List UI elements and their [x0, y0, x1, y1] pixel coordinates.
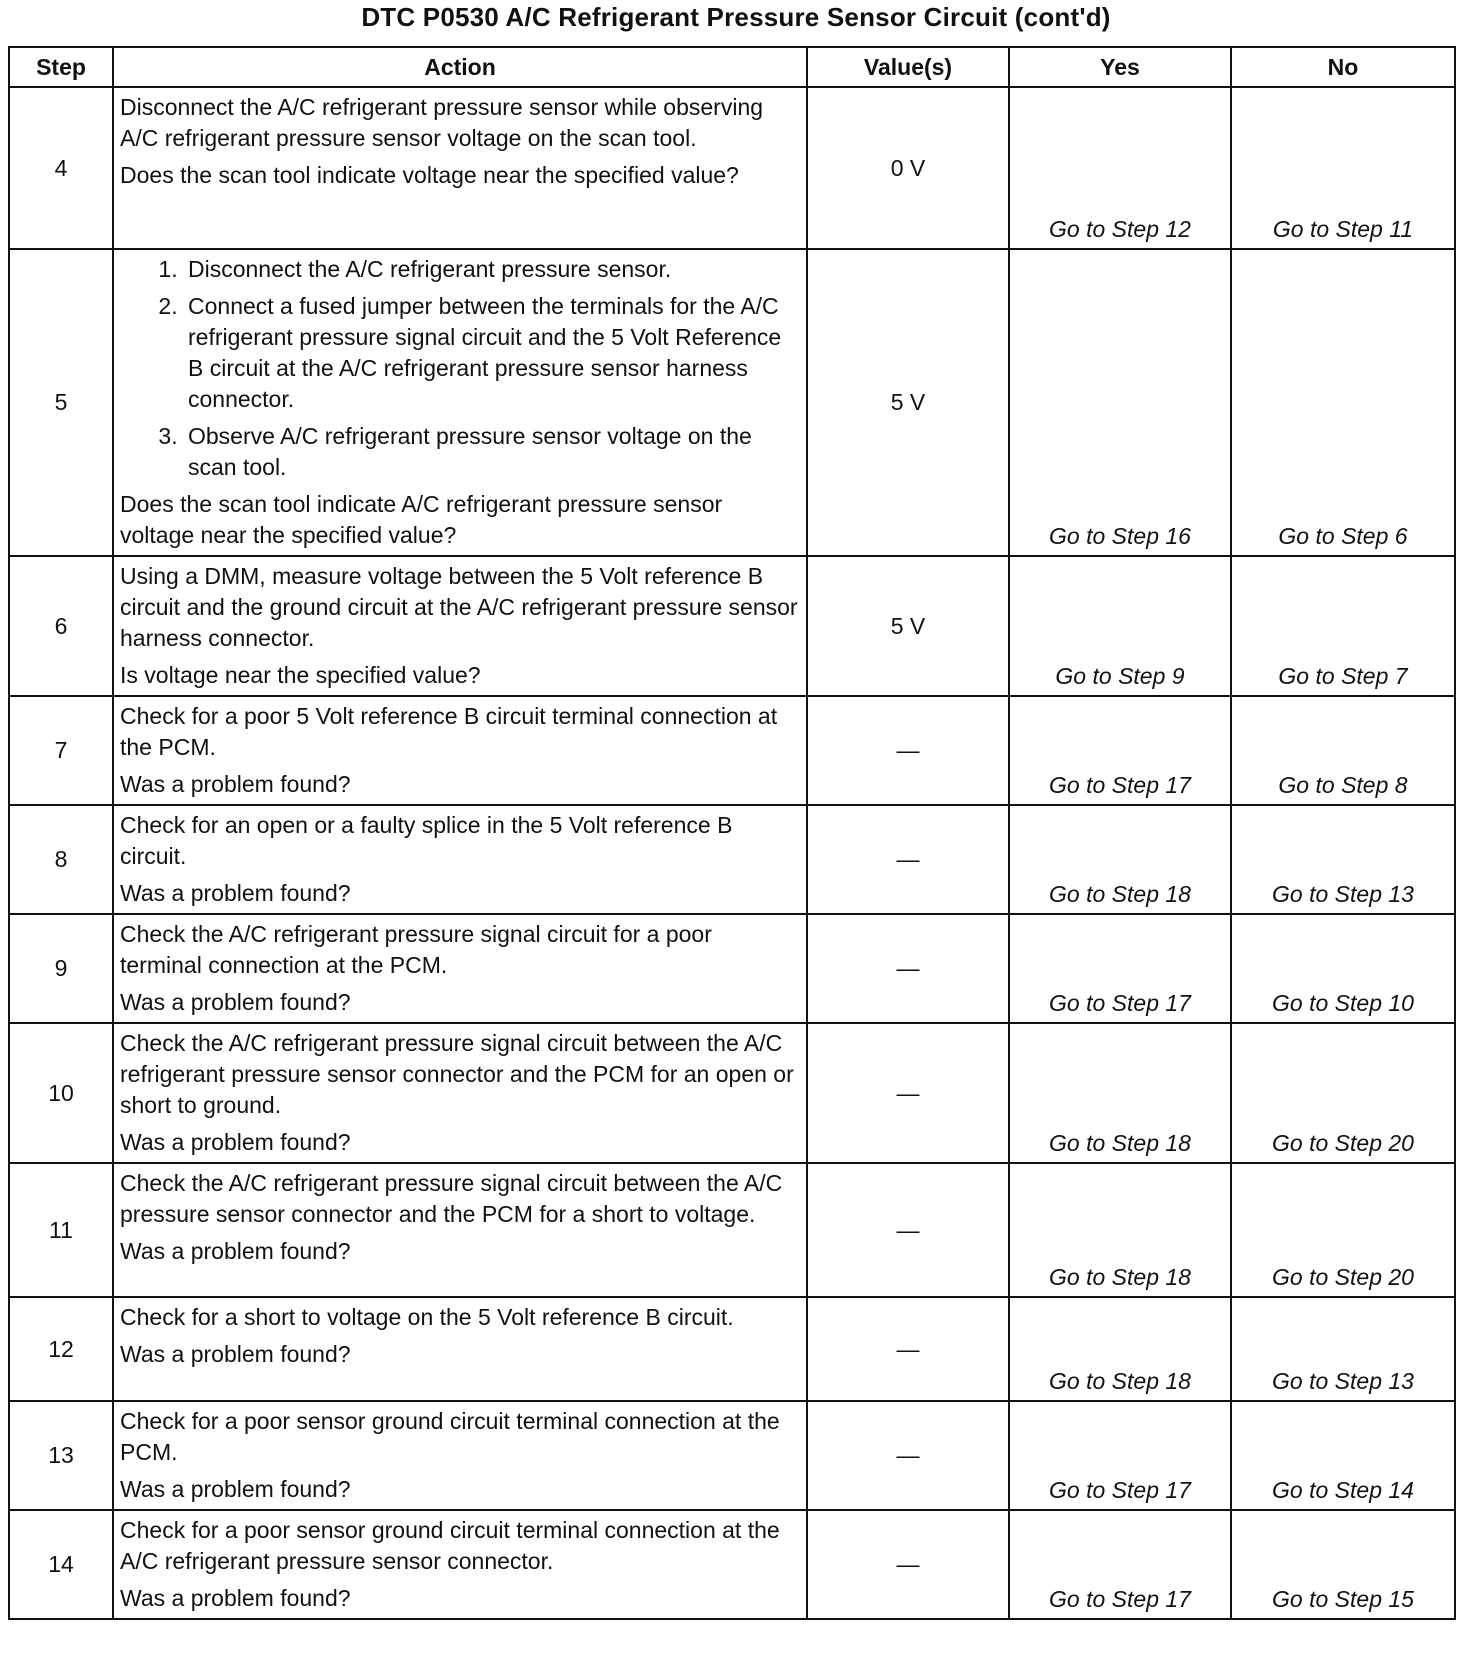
action-cell [113, 249, 807, 556]
action-question: Was a problem found? [120, 989, 351, 1015]
substep-item: 1. Disconnect the A/C refrigerant pressure sensor. [184, 254, 800, 285]
action-text: Using a DMM, measure voltage between the 5 Volt reference B circuit and the ground circuit at the A/C refrigerant pressure sensor harness connector. [120, 563, 798, 651]
step-number: 12 [9, 1297, 113, 1401]
table-row [9, 1023, 1455, 1163]
action-cell [113, 1023, 807, 1163]
value-cell: — [807, 1510, 1009, 1619]
value-cell: — [807, 696, 1009, 805]
action-text: Check the A/C refrigerant pressure signal circuit for a poor terminal connection at the PCM. [120, 921, 712, 978]
no-cell: Go to Step 20 [1231, 1163, 1455, 1297]
no-cell: Go to Step 13 [1231, 805, 1455, 914]
yes-cell: Go to Step 17 [1009, 696, 1231, 805]
action-cell [113, 87, 807, 249]
no-cell: Go to Step 20 [1231, 1023, 1455, 1163]
value-cell: — [807, 1023, 1009, 1163]
step-number: 10 [9, 1023, 113, 1163]
table-row [9, 87, 1455, 249]
header-no: No [1231, 47, 1455, 87]
substep-item: 3. Observe A/C refrigerant pressure sensor voltage on the scan tool. [184, 421, 800, 483]
yes-cell: Go to Step 9 [1009, 556, 1231, 696]
table-header-row [9, 47, 1455, 87]
value-cell: — [807, 914, 1009, 1023]
yes-cell: Go to Step 18 [1009, 1023, 1231, 1163]
yes-cell: Go to Step 17 [1009, 1401, 1231, 1510]
table-row [9, 1163, 1455, 1297]
action-text: Check for a short to voltage on the 5 Volt reference B circuit. [120, 1304, 734, 1330]
yes-cell: Go to Step 18 [1009, 805, 1231, 914]
no-cell: Go to Step 7 [1231, 556, 1455, 696]
step-number: 6 [9, 556, 113, 696]
action-question: Was a problem found? [120, 1341, 351, 1367]
table-row [9, 1510, 1455, 1619]
table-row [9, 1401, 1455, 1510]
step-number: 4 [9, 87, 113, 249]
header-yes: Yes [1009, 47, 1231, 87]
action-text: Check for a poor sensor ground circuit terminal connection at the A/C refrigerant pressure sensor connector. [120, 1517, 780, 1574]
no-cell: Go to Step 8 [1231, 696, 1455, 805]
step-number: 8 [9, 805, 113, 914]
value-cell: 5 V [807, 556, 1009, 696]
step-number: 11 [9, 1163, 113, 1297]
value-cell: 5 V [807, 249, 1009, 556]
table-row [9, 696, 1455, 805]
no-cell: Go to Step 10 [1231, 914, 1455, 1023]
no-cell: Go to Step 6 [1231, 249, 1455, 556]
no-cell: Go to Step 11 [1231, 87, 1455, 249]
action-cell [113, 1297, 807, 1401]
yes-cell: Go to Step 16 [1009, 249, 1231, 556]
yes-cell: Go to Step 17 [1009, 1510, 1231, 1619]
step-number: 7 [9, 696, 113, 805]
action-text: Check for an open or a faulty splice in the 5 Volt reference B circuit. [120, 812, 733, 869]
value-cell: 0 V [807, 87, 1009, 249]
action-cell [113, 1163, 807, 1297]
action-question: Was a problem found? [120, 771, 351, 797]
no-cell: Go to Step 13 [1231, 1297, 1455, 1401]
substep-list [120, 254, 800, 483]
action-cell [113, 1401, 807, 1510]
action-question: Was a problem found? [120, 1585, 351, 1611]
table-row [9, 1297, 1455, 1401]
action-text: Check the A/C refrigerant pressure signal circuit between the A/C pressure sensor connector and the PCM for a short to voltage. [120, 1170, 783, 1227]
action-cell [113, 696, 807, 805]
table-row [9, 914, 1455, 1023]
action-question: Was a problem found? [120, 880, 351, 906]
header-action: Action [113, 47, 807, 87]
yes-cell: Go to Step 18 [1009, 1163, 1231, 1297]
action-question: Does the scan tool indicate A/C refrigerant pressure sensor voltage near the specified value? [120, 491, 723, 548]
yes-cell: Go to Step 18 [1009, 1297, 1231, 1401]
diagnostic-table [8, 46, 1456, 1620]
action-text: Disconnect the A/C refrigerant pressure sensor while observing A/C refrigerant pressure sensor voltage on the scan tool. [120, 94, 764, 151]
action-cell [113, 914, 807, 1023]
action-text: Check the A/C refrigerant pressure signal circuit between the A/C refrigerant pressure sensor connector and the PCM for an open or short to ground. [120, 1030, 794, 1118]
yes-cell: Go to Step 17 [1009, 914, 1231, 1023]
action-question: Was a problem found? [120, 1129, 351, 1155]
no-cell: Go to Step 14 [1231, 1401, 1455, 1510]
header-value: Value(s) [807, 47, 1009, 87]
step-number: 13 [9, 1401, 113, 1510]
action-text: Check for a poor 5 Volt reference B circuit terminal connection at the PCM. [120, 703, 778, 760]
step-number: 9 [9, 914, 113, 1023]
yes-cell: Go to Step 12 [1009, 87, 1231, 249]
action-cell [113, 805, 807, 914]
header-step: Step [9, 47, 113, 87]
action-question: Does the scan tool indicate voltage near the specified value? [120, 162, 739, 188]
no-cell: Go to Step 15 [1231, 1510, 1455, 1619]
value-cell: — [807, 1163, 1009, 1297]
action-cell [113, 1510, 807, 1619]
action-question: Was a problem found? [120, 1476, 351, 1502]
action-question: Was a problem found? [120, 1238, 351, 1264]
value-cell: — [807, 1297, 1009, 1401]
action-cell [113, 556, 807, 696]
substep-item: 2. Connect a fused jumper between the terminals for the A/C refrigerant pressure signal circuit and the 5 Volt Reference B circuit at the A/C refrigerant pressure sensor harness connector. [184, 291, 800, 415]
step-number: 5 [9, 249, 113, 556]
page-title: DTC P0530 A/C Refrigerant Pressure Sensor Circuit (cont'd) [361, 2, 1111, 32]
action-question: Is voltage near the specified value? [120, 662, 481, 688]
step-number: 14 [9, 1510, 113, 1619]
value-cell: — [807, 805, 1009, 914]
value-cell: — [807, 1401, 1009, 1510]
table-row [9, 556, 1455, 696]
table-row [9, 805, 1455, 914]
table-row [9, 249, 1455, 556]
action-text: Check for a poor sensor ground circuit terminal connection at the PCM. [120, 1408, 780, 1465]
